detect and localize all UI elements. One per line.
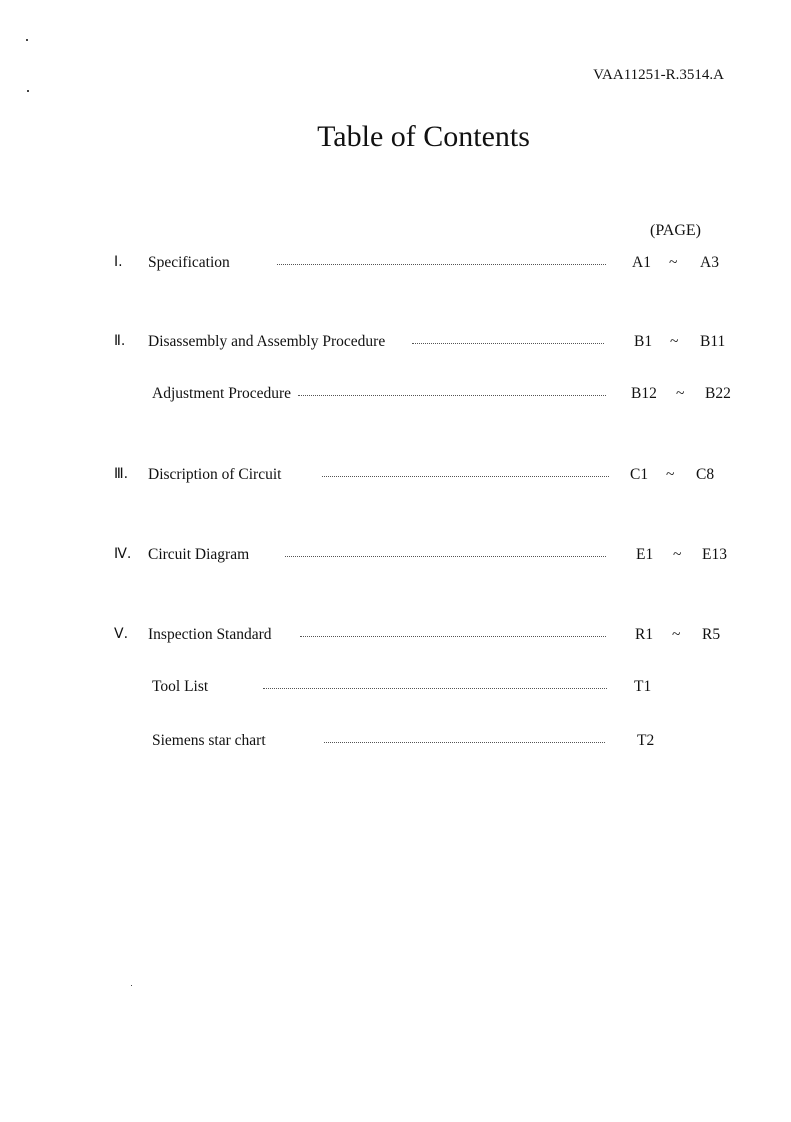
page-start: R1 xyxy=(635,626,654,643)
section-number: Ⅳ. xyxy=(114,546,132,562)
page-range-separator: ~ xyxy=(670,333,679,350)
entry-label: Disassembly and Assembly Procedure xyxy=(148,333,386,350)
page-end: A3 xyxy=(700,254,719,271)
entry-label: Specification xyxy=(148,254,230,271)
document-code: VAA11251-R.3514.A xyxy=(593,67,724,83)
page-end: B11 xyxy=(700,333,726,350)
page-end: B22 xyxy=(705,385,731,402)
toc-entry-circuit-description xyxy=(0,466,791,490)
page-range-separator: ~ xyxy=(676,385,685,402)
dot-leader xyxy=(324,742,605,743)
toc-entry-adjustment xyxy=(0,385,791,409)
dot-leader xyxy=(300,636,606,637)
entry-label: Circuit Diagram xyxy=(148,546,250,563)
page-range-separator: ~ xyxy=(669,254,678,271)
page-start: T1 xyxy=(634,678,652,695)
toc-entry-specification xyxy=(0,254,791,278)
toc-entry-disassembly xyxy=(0,333,791,357)
section-number: Ⅴ. xyxy=(114,626,129,642)
scan-mark xyxy=(27,90,29,92)
page-start: T2 xyxy=(637,732,655,749)
page-end: C8 xyxy=(696,466,715,483)
entry-label: Siemens star chart xyxy=(152,732,266,749)
page-start: A1 xyxy=(632,254,651,271)
entry-label: Tool List xyxy=(152,678,209,695)
scan-mark xyxy=(131,985,132,986)
dot-leader xyxy=(263,688,607,689)
toc-entry-inspection-standard xyxy=(0,626,791,650)
dot-leader xyxy=(298,395,606,396)
section-number: Ⅰ. xyxy=(114,254,123,270)
entry-label: Inspection Standard xyxy=(148,626,272,643)
page-start: C1 xyxy=(630,466,649,483)
scan-mark xyxy=(26,39,28,41)
dot-leader xyxy=(285,556,606,557)
page-start: B12 xyxy=(631,385,657,402)
entry-label: Adjustment Procedure xyxy=(152,385,292,402)
page-range-separator: ~ xyxy=(673,546,682,563)
page-range-separator: ~ xyxy=(666,466,675,483)
dot-leader xyxy=(412,343,604,344)
entry-label: Discription of Circuit xyxy=(148,466,282,483)
dot-leader xyxy=(277,264,606,265)
page-title: Table of Contents xyxy=(317,120,530,153)
page-end: E13 xyxy=(702,546,727,563)
page-end: R5 xyxy=(702,626,721,643)
page-start: E1 xyxy=(636,546,654,563)
page-column-header: (PAGE) xyxy=(650,222,701,239)
toc-entry-siemens-star-chart xyxy=(0,732,791,756)
page-start: B1 xyxy=(634,333,653,350)
section-number: Ⅱ. xyxy=(114,333,126,349)
dot-leader xyxy=(322,476,609,477)
toc-entry-circuit-diagram xyxy=(0,546,791,570)
section-number: Ⅲ. xyxy=(114,466,129,482)
page-range-separator: ~ xyxy=(672,626,681,643)
toc-entry-tool-list xyxy=(0,678,791,702)
